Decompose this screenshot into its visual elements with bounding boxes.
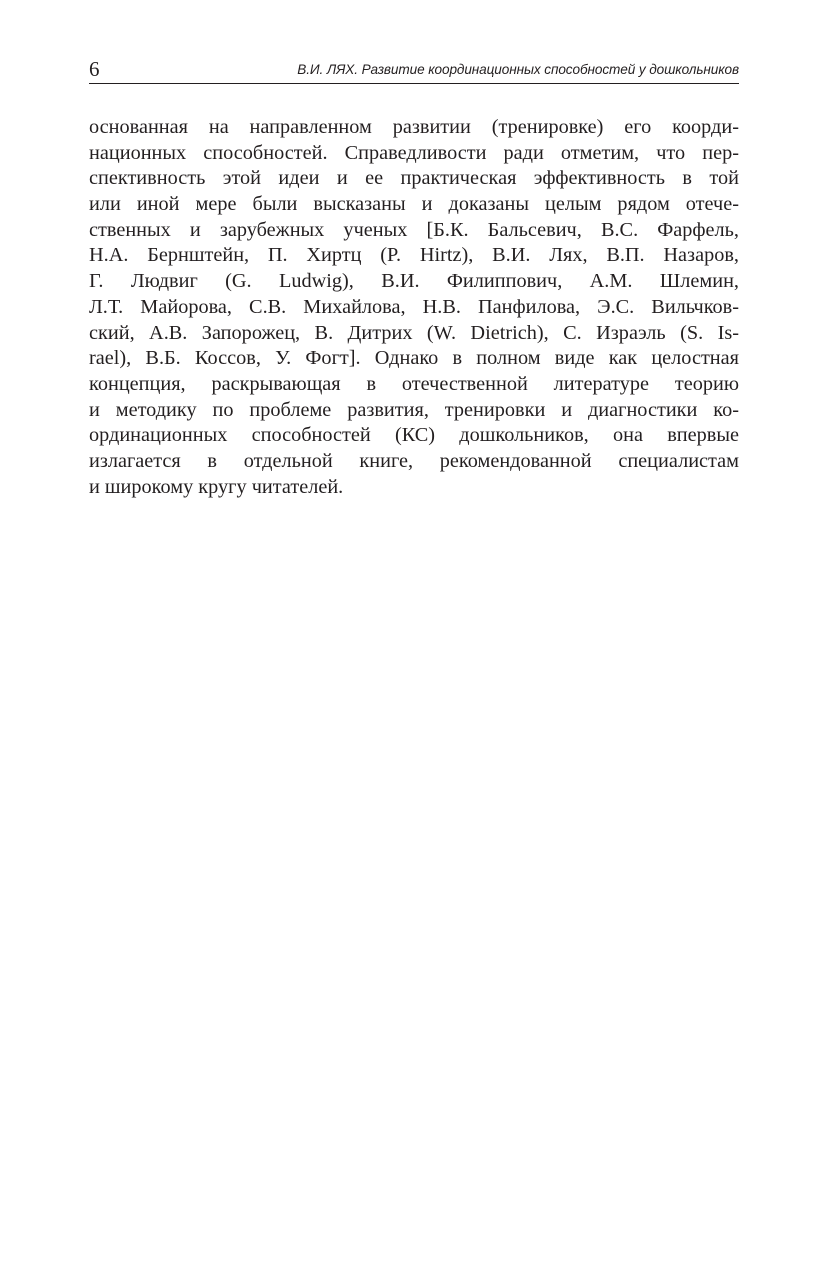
text-line: излагается в отдельной книге, рекомендованной специалистам — [89, 449, 739, 472]
text-line: национных способностей. Справедливости ради отметим, что пер- — [89, 141, 739, 164]
text-line: Н.А. Бернштейн, П. Хиртц (P. Hirtz), В.И. Лях, В.П. Назаров, — [89, 244, 739, 267]
running-header — [89, 57, 739, 84]
text-line: спективность этой идеи и ее практическая эффективность в той — [89, 167, 739, 190]
text-line: rael), В.Б. Коссов, У. Фогт]. Однако в полном виде как целостная — [89, 347, 739, 370]
text-line: основанная на направленном развитии (тренировке) его коорди- — [89, 116, 739, 138]
body-paragraph — [89, 115, 739, 500]
text-line: ординационных способностей (КС) дошкольников, она впервые — [89, 424, 739, 447]
running-title: В.И. ЛЯХ. Развитие координационных способностей у дошкольников — [297, 62, 739, 77]
text-line: и методику по проблеме развития, тренировки и диагностики ко- — [89, 398, 739, 421]
text-line: ский, А.В. Запорожец, В. Дитрих (W. Dietrich), С. Израэль (S. Is- — [89, 321, 739, 344]
text-line: концепция, раскрывающая в отечественной литературе теорию — [89, 372, 739, 395]
text-line: Г. Людвиг (G. Ludwig), В.И. Филиппович, А.М. Шлемин, — [89, 270, 739, 293]
text-line: Л.Т. Майорова, С.В. Михайлова, Н.В. Панфилова, Э.С. Вильчков- — [89, 295, 739, 318]
page-number: 6 — [89, 57, 100, 81]
text-line: и широкому кругу читателей. — [89, 475, 344, 498]
text-line: или иной мере были высказаны и доказаны целым рядом отече- — [89, 193, 739, 216]
text-line: ственных и зарубежных ученых [Б.К. Бальсевич, В.С. Фарфель, — [89, 218, 739, 241]
